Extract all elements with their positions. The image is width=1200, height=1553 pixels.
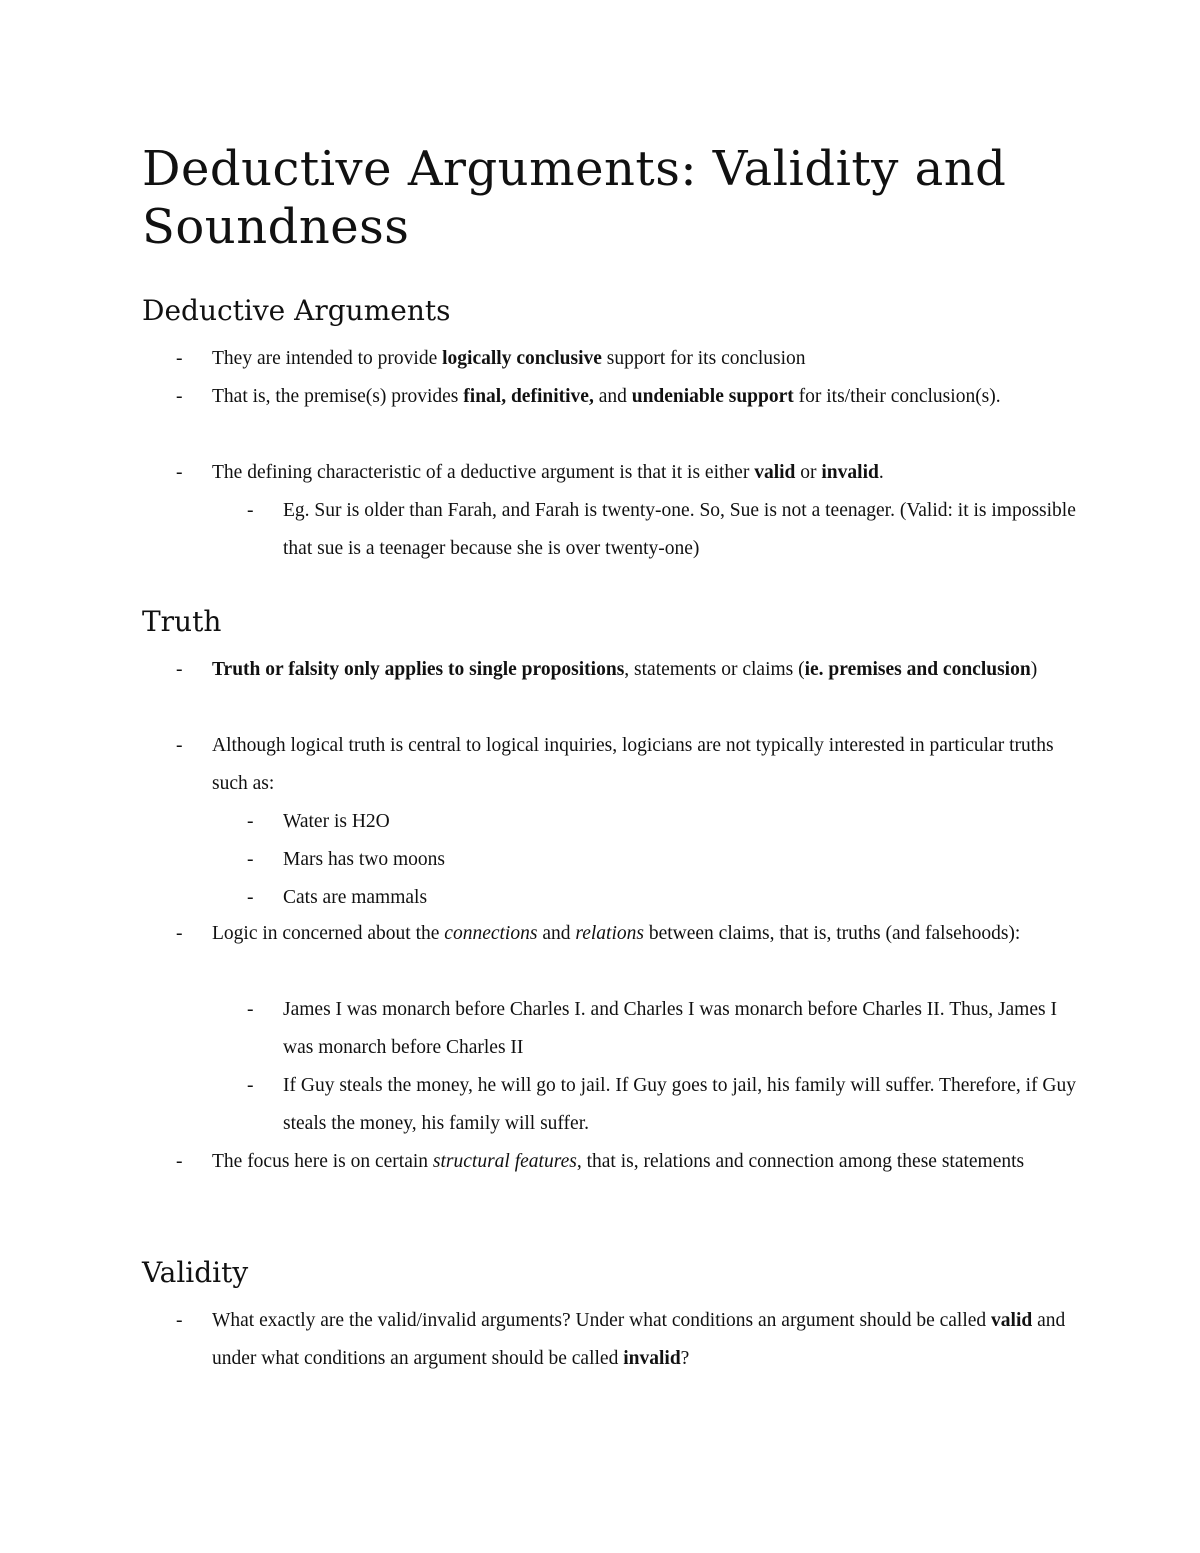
bold-text: logically conclusive	[442, 348, 602, 369]
bullet-dash: -	[176, 1151, 183, 1172]
bullet-dash: -	[176, 923, 183, 944]
text-run: for its/their conclusion(s).	[793, 386, 1001, 407]
bullet-dash: -	[176, 348, 183, 369]
list-item	[176, 1143, 1072, 1181]
text-run: James I was monarch before Charles I. and Charles I was monarch before Charles II. Thus, James I was monarch before Charles II	[283, 999, 1057, 1058]
list-item	[176, 727, 1072, 803]
italic-text: connections	[444, 923, 538, 944]
section-heading-validity: Validity	[142, 1256, 249, 1289]
bold-text: invalid	[623, 1348, 681, 1369]
bold-text: invalid	[821, 462, 879, 483]
list-item	[176, 915, 1072, 953]
bullet-dash: -	[247, 887, 254, 908]
text-run: The focus here is on certain	[212, 1151, 433, 1172]
text-run: Cats are mammals	[283, 887, 428, 908]
bullet-dash: -	[247, 500, 254, 521]
text-run: , statements or claims (	[624, 659, 805, 680]
text-run: The defining characteristic of a deductive argument is that it is either	[212, 462, 755, 483]
italic-text: structural features	[432, 1151, 577, 1172]
document-title: Deductive Arguments: Validity and Soundness	[142, 141, 1007, 255]
list-item	[176, 651, 1072, 689]
list-item	[176, 1302, 1072, 1378]
italic-text: relations	[575, 923, 644, 944]
text-run: That is, the premise(s) provides	[212, 386, 464, 407]
sub-list-item	[247, 1067, 1083, 1143]
bullet-dash: -	[247, 999, 254, 1020]
text-run: ?	[680, 1348, 690, 1369]
text-run: What exactly are the valid/invalid arguments? Under what conditions an argument should be called	[212, 1310, 992, 1331]
bullet-dash: -	[247, 811, 254, 832]
bullet-dash: -	[176, 1310, 183, 1331]
bold-text: valid	[991, 1310, 1033, 1331]
bold-text: final, definitive,	[463, 386, 594, 407]
text-run: If Guy steals the money, he will go to jail. If Guy goes to jail, his family will suffer. Therefore, if Guy steals the money, his family will suffer.	[283, 1075, 1077, 1134]
bold-text: valid	[754, 462, 796, 483]
bold-text: Truth or falsity only applies to single propositions	[212, 659, 625, 680]
bullet-dash: -	[247, 1075, 254, 1096]
bullet-dash: -	[176, 659, 183, 680]
text-run: )	[1030, 659, 1038, 680]
text-run: They are intended to provide	[212, 348, 443, 369]
list-item	[176, 340, 1072, 378]
text-run: or	[795, 462, 822, 483]
list-item	[176, 378, 1072, 416]
text-run: .	[878, 462, 884, 483]
text-run: Although logical truth is central to logical inquiries, logicians are not typically interested in particular truths such as:	[212, 735, 1054, 794]
sub-list-item	[247, 991, 1083, 1067]
sub-list-item	[247, 803, 1083, 841]
bullet-dash: -	[176, 462, 183, 483]
text-run: Mars has two moons	[283, 849, 445, 870]
text-run: and	[593, 386, 632, 407]
section-heading-deductive-arguments: Deductive Arguments	[142, 294, 451, 327]
bullet-dash: -	[176, 386, 183, 407]
bullet-dash: -	[247, 849, 254, 870]
text-run: and under what conditions an argument should be called	[212, 1310, 1066, 1369]
text-run: Logic in concerned about the	[212, 923, 445, 944]
section-heading-truth: Truth	[142, 605, 222, 638]
sub-list-item	[247, 492, 1083, 568]
sub-list-item	[247, 841, 1083, 879]
text-run: support for its conclusion	[601, 348, 806, 369]
bold-text: ie. premises and conclusion	[804, 659, 1031, 680]
text-run: , that is, relations and connection among these statements	[576, 1151, 1025, 1172]
bold-text: undeniable support	[631, 386, 794, 407]
text-run: Eg. Sur is older than Farah, and Farah is twenty-one. So, Sue is not a teenager. (Valid: it is impossible that sue is a teenager because she is over twenty-one)	[283, 500, 1076, 559]
sub-list-item	[247, 879, 1083, 917]
text-run: Water is H2O	[283, 811, 390, 832]
text-run: between claims, that is, truths (and falsehoods):	[643, 923, 1021, 944]
list-item	[176, 454, 1072, 492]
bullet-dash: -	[176, 735, 183, 756]
text-run: and	[537, 923, 576, 944]
